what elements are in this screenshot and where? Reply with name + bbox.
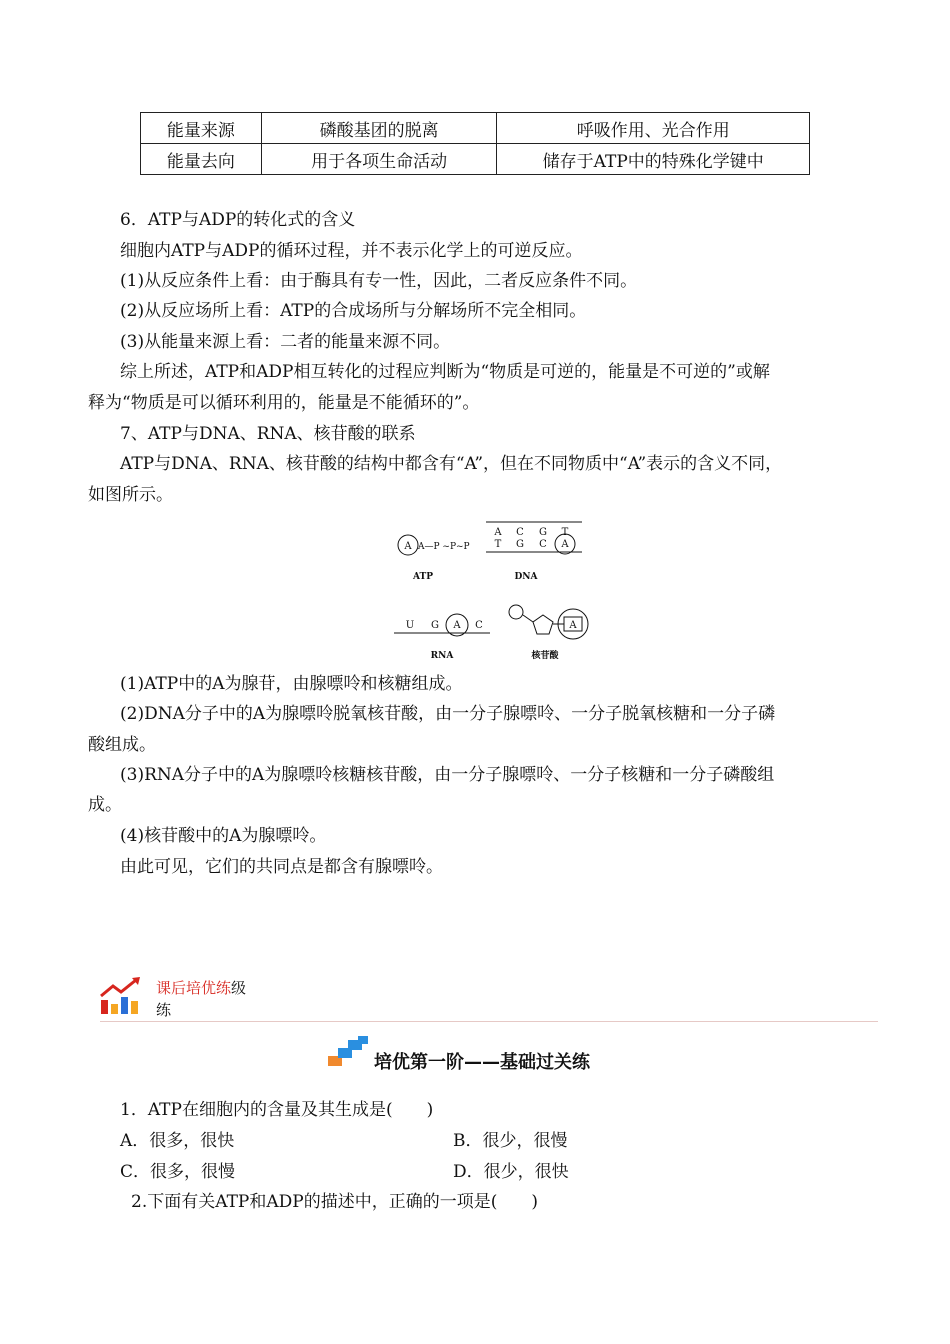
after-class-title	[156, 977, 246, 1021]
rna-base: G	[431, 620, 439, 631]
dna-base: G	[539, 527, 547, 538]
atp-formula: A—P ~P~P	[418, 542, 470, 552]
table-cell: 磷酸基团的脱离	[261, 113, 497, 144]
phosphate-circle	[509, 605, 523, 619]
table-cell: 储存于ATP中的特殊化学键中	[497, 144, 810, 175]
after-class-title-black: 级	[231, 979, 247, 997]
section-6-point-3: (3)从能量来源上看：二者的能量来源不同。	[120, 332, 451, 352]
question-1-option-c[interactable]: C．很多，很慢	[120, 1162, 236, 1182]
section-6-summary-cont: 释为“物质是可以循环利用的，能量是不能循环的”。	[88, 393, 480, 413]
section-7-conclusion: 由此可见，它们的共同点是都含有腺嘌呤。	[120, 857, 443, 877]
section-7-point-2: (2)DNA分子中的A为腺嘌呤脱氧核苷酸，由一分子腺嘌呤、一分子脱氧核糖和一分子磷	[120, 704, 776, 724]
section-7-point-1: (1)ATP中的A为腺苷，由腺嘌呤和核糖组成。	[120, 674, 463, 694]
table-cell: 能量去向	[141, 144, 262, 175]
section-7-point-3: (3)RNA分子中的A为腺嘌呤核糖核苷酸，由一分子腺嘌呤、一分子核糖和一分子磷酸组	[120, 765, 775, 785]
section-title: 培优第一阶——基础过关练	[374, 1052, 590, 1073]
nucleotide-label: 核苷酸	[531, 651, 559, 661]
after-class-title-line2: 练	[156, 1001, 172, 1019]
rna-label: RNA	[430, 651, 454, 661]
dna-base: A	[494, 527, 502, 538]
section-6-title: 6．ATP与ADP的转化式的含义	[120, 210, 356, 230]
bond-line	[523, 615, 533, 622]
nucleotide-a: A	[569, 620, 577, 631]
atp-label: ATP	[413, 572, 433, 582]
section-7-point-4: (4)核苷酸中的A为腺嘌呤。	[120, 826, 327, 846]
table-row	[141, 113, 810, 144]
energy-table	[140, 112, 810, 175]
section-6-point-1: (1)从反应条件上看：由于酶具有专一性，因此，二者反应条件不同。	[120, 271, 638, 291]
section-6-intro: 细胞内ATP与ADP的循环过程，并不表示化学上的可逆反应。	[120, 241, 583, 261]
stairs-icon	[328, 1036, 370, 1068]
table-row	[141, 144, 810, 175]
structure-figure	[380, 512, 620, 672]
question-1-option-b[interactable]: B．很少，很慢	[453, 1131, 568, 1151]
section-7-intro-cont: 如图所示。	[88, 485, 173, 505]
table-cell: 用于各项生命活动	[261, 144, 497, 175]
table-cell: 呼吸作用、光合作用	[497, 113, 810, 144]
section-7-title: 7、ATP与DNA、RNA、核苷酸的联系	[120, 424, 416, 444]
rna-base: A	[453, 620, 461, 631]
section-6-summary: 综上所述，ATP和ADP相互转化的过程应判断为“物质是可逆的，能量是不可逆的”或解	[120, 362, 770, 382]
table-cell: 能量来源	[141, 113, 262, 144]
dna-base: C	[516, 527, 524, 538]
after-class-title-red: 课后培优练	[156, 979, 232, 997]
section-7-point-3-cont: 成。	[88, 795, 122, 815]
atp-a: A	[404, 541, 412, 552]
dna-base: T	[561, 527, 569, 538]
dna-label: DNA	[514, 572, 538, 582]
section-divider	[100, 1021, 878, 1022]
dna-base: C	[539, 539, 547, 550]
question-1-option-d[interactable]: D．很少，很快	[453, 1162, 569, 1182]
dna-base: T	[494, 539, 502, 550]
question-1-option-a[interactable]: A．很多，很快	[120, 1131, 235, 1151]
section-7-point-2-cont: 酸组成。	[88, 735, 156, 755]
section-6-point-2: (2)从反应场所上看：ATP的合成场所与分解场所不完全相同。	[120, 301, 587, 321]
sugar-pentagon	[533, 615, 553, 634]
section-7-intro: ATP与DNA、RNA、核苷酸的结构中都含有“A”，但在不同物质中“A”表示的含义不同，	[120, 454, 783, 474]
dna-base: G	[516, 539, 524, 550]
dna-base: A	[561, 539, 569, 550]
rna-base: C	[475, 620, 483, 631]
growth-chart-icon	[100, 976, 144, 1016]
question-2-stem: 2.下面有关ATP和ADP的描述中，正确的一项是( )	[131, 1192, 538, 1212]
question-1-stem: 1．ATP在细胞内的含量及其生成是( )	[120, 1100, 434, 1120]
rna-base: U	[405, 620, 415, 631]
